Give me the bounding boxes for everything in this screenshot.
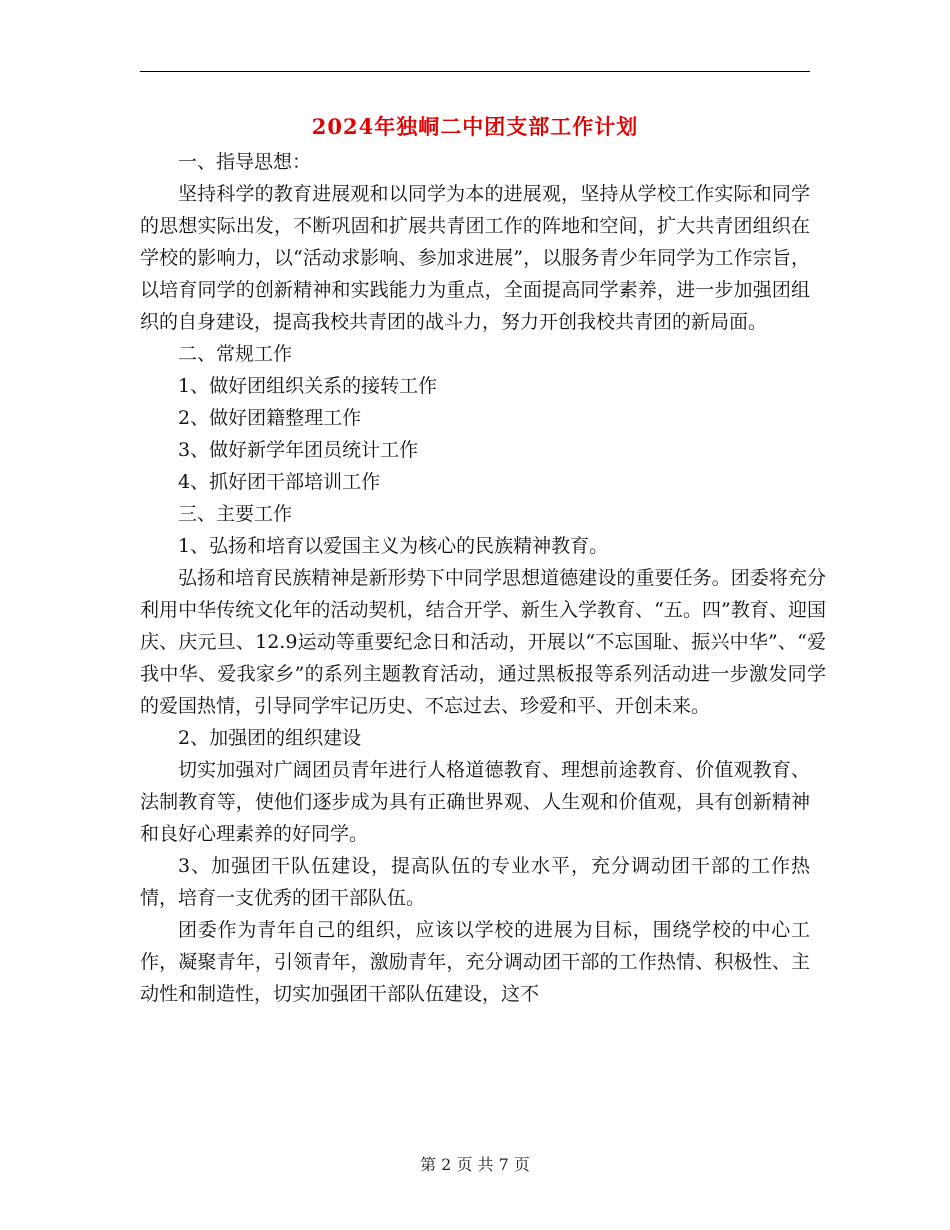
- list-item: 4、抓好团干部培训工作: [178, 471, 381, 493]
- body-paragraph: 团委作为青年自己的组织，应该以学校的进展为目标，围绕学校的中心工作，凝聚青年，引领青年，激励青年，充分调动团干部的工作热情、积极性、主动性和制造性，切实加强团干部队伍建设，这不: [140, 919, 810, 1005]
- list-item: 2、做好团籍整理工作: [178, 407, 362, 429]
- body-paragraph: 弘扬和培育民族精神是新形势下中同学思想道德建设的重要任务。团委将充分利用中华传统文化年的活动契机，结合开学、新生入学教育、“五。四”教育、迎国庆、庆元旦、12.9运动等重要纪念日和活动，开展以“不忘国耻、振兴中华”、“爱我中华、爱我家乡”的系列主题教育活动，通过黑板报等系列活动进一步激发同学的爱国热情，引导同学牢记历史、不忘过去、珍爱和平、开创未来。: [140, 567, 826, 717]
- body-paragraph: 3、加强团干队伍建设，提高队伍的专业水平，充分调动团干部的工作热情，培育一支优秀的团干部队伍。: [140, 855, 810, 909]
- section-heading: 二、常规工作: [178, 343, 293, 365]
- list-item: 2、加强团的组织建设: [178, 727, 362, 749]
- section-heading: 一、指导思想：: [178, 151, 312, 173]
- list-item: 1、做好团组织关系的接转工作: [178, 375, 438, 397]
- body-paragraph: 坚持科学的教育进展观和以同学为本的进展观，坚持从学校工作实际和同学的思想实际出发，不断巩固和扩展共青团工作的阵地和空间，扩大共青团组织在学校的影响力，以“活动求影响、参加求进展”，以服务青少年同学为工作宗旨，以培育同学的创新精神和实践能力为重点，全面提高同学素养，进一步加强团组织的自身建设，提高我校共青团的战斗力，努力开创我校共青团的新局面。: [140, 183, 810, 333]
- list-item: 1、弘扬和培育以爱国主义为核心的民族精神教育。: [178, 535, 609, 557]
- page-number: 第 2 页 共 7 页: [420, 1155, 530, 1174]
- document-title: 2024年独峒二中团支部工作计划: [311, 114, 639, 139]
- section-heading: 三、主要工作: [178, 503, 293, 525]
- header-rule: [140, 71, 810, 72]
- body-paragraph: 切实加强对广阔团员青年进行人格道德教育、理想前途教育、价值观教育、法制教育等，使他们逐步成为具有正确世界观、人生观和价值观，具有创新精神和良好心理素养的好同学。: [140, 759, 810, 845]
- list-item: 3、做好新学年团员统计工作: [178, 439, 419, 461]
- document-body: [140, 146, 826, 1010]
